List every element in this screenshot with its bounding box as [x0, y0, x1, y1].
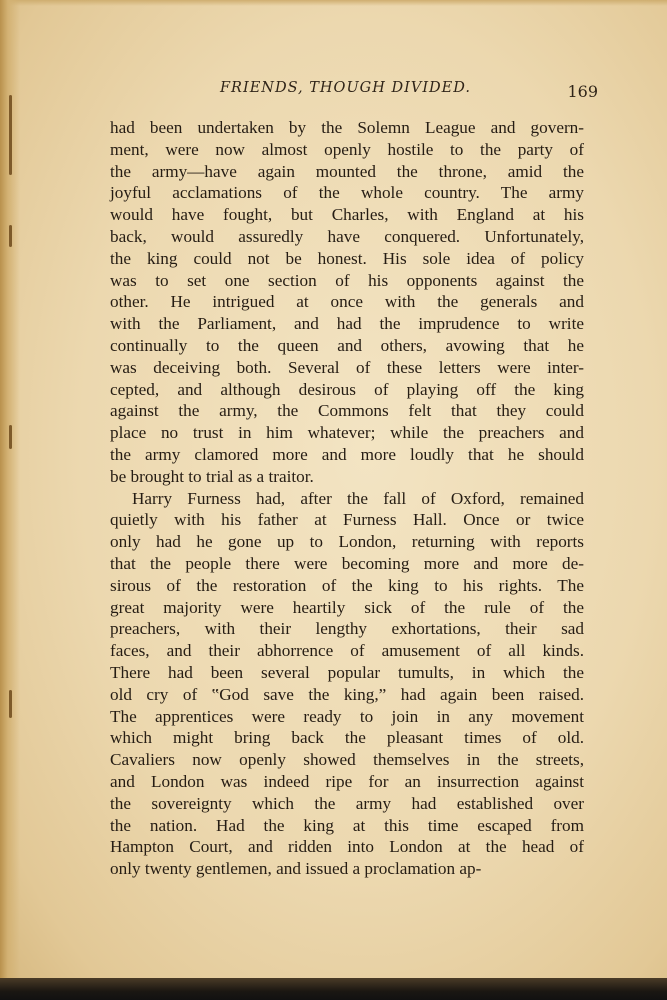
text-line: the army clamored more and more loudly that he should — [110, 444, 584, 464]
text-line: continually to the queen and others, avowing that he — [110, 335, 584, 355]
text-line: Cavaliers now openly showed themselves in the streets, — [110, 750, 584, 770]
page-top-edge — [0, 0, 667, 6]
text-line: was to set one section of his opponents against the — [110, 270, 584, 290]
text-line: the sovereignty which the army had established over — [110, 793, 584, 813]
text-line: would have fought, but Charles, with England at his — [110, 205, 584, 225]
spine-mark — [9, 425, 12, 449]
page-bottom-shadow — [0, 978, 667, 1000]
text-line: great majority were heartily sick of the rule of the — [110, 597, 584, 617]
text-line: There had been several popular tumults, in which the — [110, 662, 584, 682]
text-line: only had he gone up to London, returning with reports — [110, 532, 584, 552]
text-line: preachers, with their lengthy exhortations, their sad — [110, 619, 584, 639]
text-line: had been undertaken by the Solemn League and govern- — [110, 118, 584, 137]
spine-mark — [9, 690, 12, 718]
text-line: the king could not be honest. His sole idea of policy — [110, 248, 584, 268]
running-head — [110, 80, 600, 104]
text-line: with the Parliament, and had the imprudence to write — [110, 314, 584, 334]
body-text — [110, 117, 584, 880]
text-line: joyful acclamations of the whole country. The army — [110, 183, 584, 203]
spine-mark — [9, 95, 12, 175]
text-line: which might bring back the pleasant times of old. — [110, 728, 584, 748]
text-line: cepted, and although desirous of playing off the king — [110, 379, 584, 399]
text-line: other. He intrigued at once with the generals and — [110, 292, 584, 312]
text-line: quietly with his father at Furness Hall. Once or twice — [110, 510, 584, 530]
text-line: be brought to trial as a traitor. — [110, 466, 314, 486]
text-line: back, would assuredly have conquered. Unfortunately, — [110, 226, 584, 246]
text-line: was deceiving both. Several of these letters were inter- — [110, 357, 584, 377]
text-line: and London was indeed ripe for an insurrection against — [110, 771, 584, 791]
text-line: ment, were now almost openly hostile to the party of — [110, 139, 584, 159]
text-line: the nation. Had the king at this time escaped from — [110, 815, 584, 835]
text-line: that the people there were becoming more and more de- — [110, 553, 584, 573]
text-line: Hampton Court, and ridden into London at the head of — [110, 837, 584, 857]
text-line: Harry Furness had, after the fall of Oxford, remained — [132, 488, 584, 508]
text-line: against the army, the Commons felt that they could — [110, 401, 584, 421]
text-line: sirous of the restoration of the king to his rights. The — [110, 575, 584, 595]
text-line: The apprentices were ready to join in any movement — [110, 706, 584, 726]
running-title: FRIENDS, THOUGH DIVIDED. — [220, 80, 471, 96]
spine-mark — [9, 225, 12, 247]
text-line: place no trust in him whatever; while the preachers and — [110, 423, 584, 443]
text-line: faces, and their abhorrence of amusement of all kinds. — [110, 641, 584, 661]
text-line: only twenty gentlemen, and issued a proclamation ap- — [110, 859, 482, 879]
page-number: 169 — [567, 82, 598, 101]
text-line: the army—have again mounted the throne, amid the — [110, 161, 584, 181]
text-line: old cry of ‟God save the king,” had again been raised. — [110, 684, 584, 704]
